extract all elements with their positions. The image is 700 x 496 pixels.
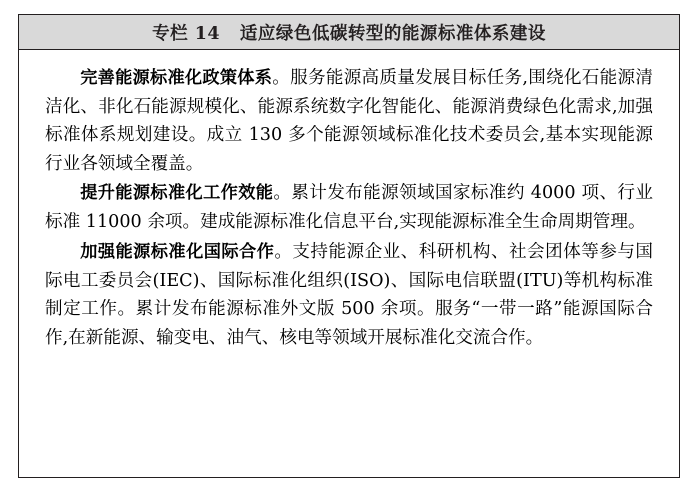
paragraph-3-text: 。支持能源企业、科研机构、社会团体等参与国际电工委员会(IEC)、国际标准化组织(ISO)、国际电信联盟(ITU)等机构标准制定工作。累计发布能源标准外文版 500 余项。服务“一带一路”能源国际合作,在新能源、输变电、油气、核电等领域开展标准化交流合作。 — [45, 241, 653, 348]
paragraph-1-lead: 完善能源标准化政策体系 — [80, 68, 273, 88]
paragraph-3 — [45, 238, 653, 352]
paragraph-2-lead: 提升能源标准化工作效能 — [80, 183, 274, 204]
paragraph-1 — [45, 64, 653, 178]
paragraph-3-lead: 加强能源标准化国际合作 — [80, 241, 275, 262]
paragraph-2 — [45, 179, 653, 236]
feature-box-title-bar — [19, 15, 679, 50]
feature-box-body — [19, 50, 679, 363]
paragraph-1-text: 。服务能源高质量发展目标任务,围绕化石能源清洁化、非化石能源规模化、能源系统数字化智能化、能源消费绿色化需求,加强标准体系规划建设。成立 130 多个能源领域标准化技术委员会,基本实现能源行业各领域全覆盖。 — [45, 68, 653, 174]
feature-box-title: 专栏 14 适应绿色低碳转型的能源标准体系建设 — [152, 23, 546, 44]
feature-box — [18, 14, 680, 478]
paragraph-2-text: 。累计发布能源领域国家标准约 4000 项、行业标准 11000 余项。建成能源标准化信息平台,实现能源标准全生命周期管理。 — [45, 183, 653, 233]
